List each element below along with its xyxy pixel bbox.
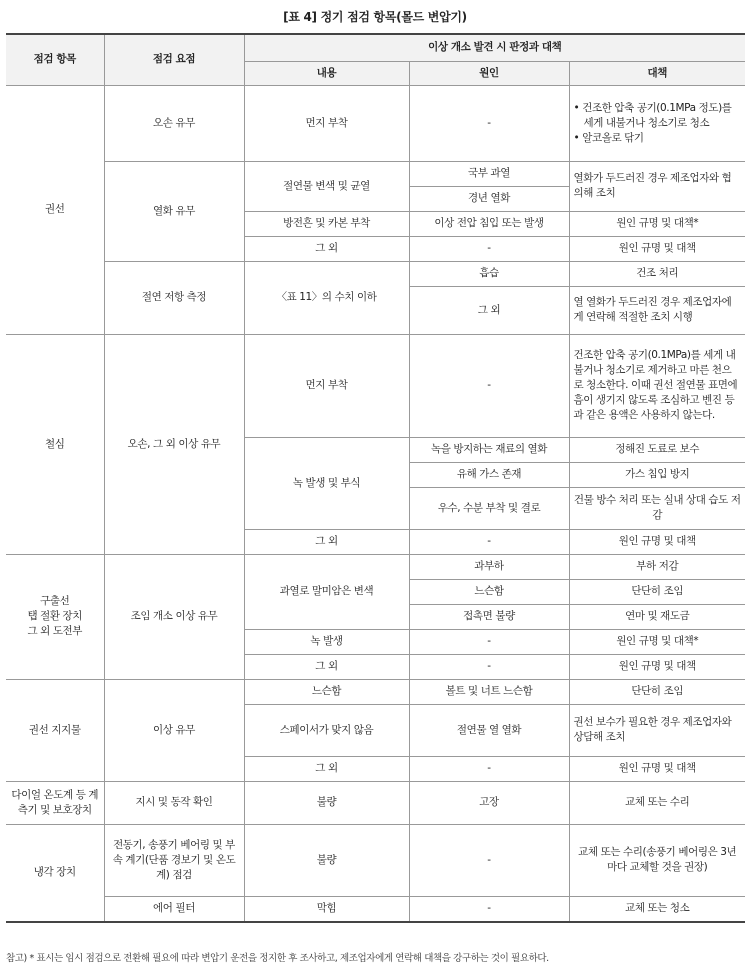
cause-dash: - xyxy=(409,334,569,437)
point-contamination: 오손 유무 xyxy=(104,85,244,161)
table-row xyxy=(6,896,745,922)
content-other: 그 외 xyxy=(244,529,409,554)
header-cause: 원인 xyxy=(409,61,569,85)
measure-dry: 건조 처리 xyxy=(569,261,745,286)
content-heat: 과열로 말미암은 변색 xyxy=(244,554,409,629)
item-lead: 구출선 탭 절환 장치 그 외 도전부 xyxy=(6,554,104,679)
measure-tighten: 단단히 조임 xyxy=(569,679,745,704)
point-support: 이상 유무 xyxy=(104,679,244,781)
point-filter: 에어 필터 xyxy=(104,896,244,922)
measure-other: 원인 규명 및 대책 xyxy=(569,529,745,554)
content-loose: 느슨함 xyxy=(244,679,409,704)
measure-investigate: 원인 규명 및 대책* xyxy=(569,629,745,654)
item-cooling: 냉각 장치 xyxy=(6,824,104,922)
table-caption: [표 4] 정기 점검 항목(몰드 변압기) xyxy=(283,10,467,24)
measure-core-dust: 건조한 압축 공기(0.1MPa)를 세게 내불거나 청소기로 제거하고 마른 천으로 청소한다. 이때 권선 절연물 표면에 흠이 생기지 않도록 조심하고 벤진 등과 같은 용액은 사용하지 않는다. xyxy=(569,334,745,437)
table-row xyxy=(6,679,745,704)
point-resistance: 절연 저항 측정 xyxy=(104,261,244,334)
list-item: • 알코올로 닦기 xyxy=(573,131,644,144)
point-core: 오손, 그 외 이상 유무 xyxy=(104,334,244,554)
cause-overvoltage: 이상 전압 침입 또는 발생 xyxy=(409,211,569,236)
item-core: 철심 xyxy=(6,334,104,554)
content-clogged: 막힘 xyxy=(244,896,409,922)
table-row xyxy=(6,334,745,437)
cause-contact: 접촉면 불량 xyxy=(409,604,569,629)
content-faulty: 불량 xyxy=(244,781,409,824)
table-row xyxy=(6,824,745,896)
table-row xyxy=(6,781,745,824)
cause-thermal: 절연물 열 열화 xyxy=(409,704,569,756)
measure-polish: 연마 및 재도금 xyxy=(569,604,745,629)
measure-contamination xyxy=(569,85,745,161)
point-gauge: 지시 및 동작 확인 xyxy=(104,781,244,824)
cause-moisture: 흡습 xyxy=(409,261,569,286)
footnote: 참고) * 표시는 임시 점검으로 전환해 필요에 따라 변압기 운전을 정지한 후 조사하고, 제조업자에게 연락해 대책을 강구하는 것이 필요하다. xyxy=(6,953,549,964)
cause-overheat: 국부 과열 xyxy=(409,161,569,186)
point-degradation: 열화 유무 xyxy=(104,161,244,261)
content-dust: 먼지 부착 xyxy=(244,85,409,161)
content-discharge: 방전흔 및 카본 부착 xyxy=(244,211,409,236)
cause-rustproof: 녹을 방지하는 재료의 열화 xyxy=(409,437,569,462)
header-group: 이상 개소 발견 시 판정과 대책 xyxy=(244,34,745,61)
measure-other: 원인 규명 및 대책 xyxy=(569,236,745,261)
measure-discharge: 원인 규명 및 대책* xyxy=(569,211,745,236)
item-winding: 권선 xyxy=(6,85,104,334)
measure-cooling: 교체 또는 수리(송풍기 베어링은 3년마다 교체할 것을 권장) xyxy=(569,824,745,896)
content-spacer: 스페이서가 맞지 않음 xyxy=(244,704,409,756)
content-other: 그 외 xyxy=(244,236,409,261)
cause-water: 우수, 수분 부착 및 결로 xyxy=(409,487,569,529)
cause-dash: - xyxy=(409,629,569,654)
cause-dash: - xyxy=(409,85,569,161)
cause-loose: 느슨함 xyxy=(409,579,569,604)
cause-overload: 과부하 xyxy=(409,554,569,579)
content-resistance: 〈표 11〉의 수치 이하 xyxy=(244,261,409,334)
header-content: 내용 xyxy=(244,61,409,85)
cause-bolt: 볼트 및 너트 느슨함 xyxy=(409,679,569,704)
measure-replace: 교체 또는 수리 xyxy=(569,781,745,824)
cause-aging: 경년 열화 xyxy=(409,186,569,211)
measure-other: 원인 규명 및 대책 xyxy=(569,654,745,679)
content-insulation: 절연물 변색 및 균열 xyxy=(244,161,409,211)
header-item: 점검 항목 xyxy=(6,34,104,85)
cause-dash: - xyxy=(409,236,569,261)
content-other: 그 외 xyxy=(244,756,409,781)
point-lead: 조임 개소 이상 유무 xyxy=(104,554,244,679)
measure-repair: 권선 보수가 필요한 경우 제조업자와 상담해 조치 xyxy=(569,704,745,756)
header-measure: 대책 xyxy=(569,61,745,85)
content-other: 그 외 xyxy=(244,654,409,679)
cause-dash: - xyxy=(409,654,569,679)
table-row xyxy=(6,261,745,286)
measure-gas: 가스 침입 방지 xyxy=(569,462,745,487)
content-rust: 녹 발생 xyxy=(244,629,409,654)
point-cooling: 전동기, 송풍기 베어링 및 부속 계기(단품 경보기 및 온도계) 점검 xyxy=(104,824,244,896)
item-gauge: 다이얼 온도계 등 계측기 및 보호장치 xyxy=(6,781,104,824)
cause-failure: 고장 xyxy=(409,781,569,824)
cause-dash: - xyxy=(409,824,569,896)
cause-other: 그 외 xyxy=(409,286,569,334)
table-row xyxy=(6,554,745,579)
measure-waterproof: 건물 방수 처리 또는 실내 상대 습도 저감 xyxy=(569,487,745,529)
cause-gas: 유해 가스 존재 xyxy=(409,462,569,487)
content-dust: 먼지 부착 xyxy=(244,334,409,437)
measure-resistance-other: 열 열화가 두드러진 경우 제조업자에게 연락해 적절한 조치 시행 xyxy=(569,286,745,334)
inspection-table xyxy=(6,33,745,923)
measure-paint: 정해진 도료로 보수 xyxy=(569,437,745,462)
measure-clean: 교체 또는 청소 xyxy=(569,896,745,922)
item-support: 권선 지지물 xyxy=(6,679,104,781)
table-row xyxy=(6,161,745,186)
content-faulty: 불량 xyxy=(244,824,409,896)
cause-dash: - xyxy=(409,529,569,554)
cause-dash: - xyxy=(409,896,569,922)
content-rust: 녹 발생 및 부식 xyxy=(244,437,409,529)
table-row xyxy=(6,85,745,161)
measure-insulation: 열화가 두드러진 경우 제조업자와 협의해 조치 xyxy=(569,161,745,211)
measure-load: 부하 저감 xyxy=(569,554,745,579)
header-point: 점검 요점 xyxy=(104,34,244,85)
measure-tighten: 단단히 조임 xyxy=(569,579,745,604)
cause-dash: - xyxy=(409,756,569,781)
measure-other: 원인 규명 및 대책 xyxy=(569,756,745,781)
list-item: • 건조한 압축 공기(0.1MPa 정도)를 세게 내불거나 청소기로 청소 xyxy=(573,101,732,129)
